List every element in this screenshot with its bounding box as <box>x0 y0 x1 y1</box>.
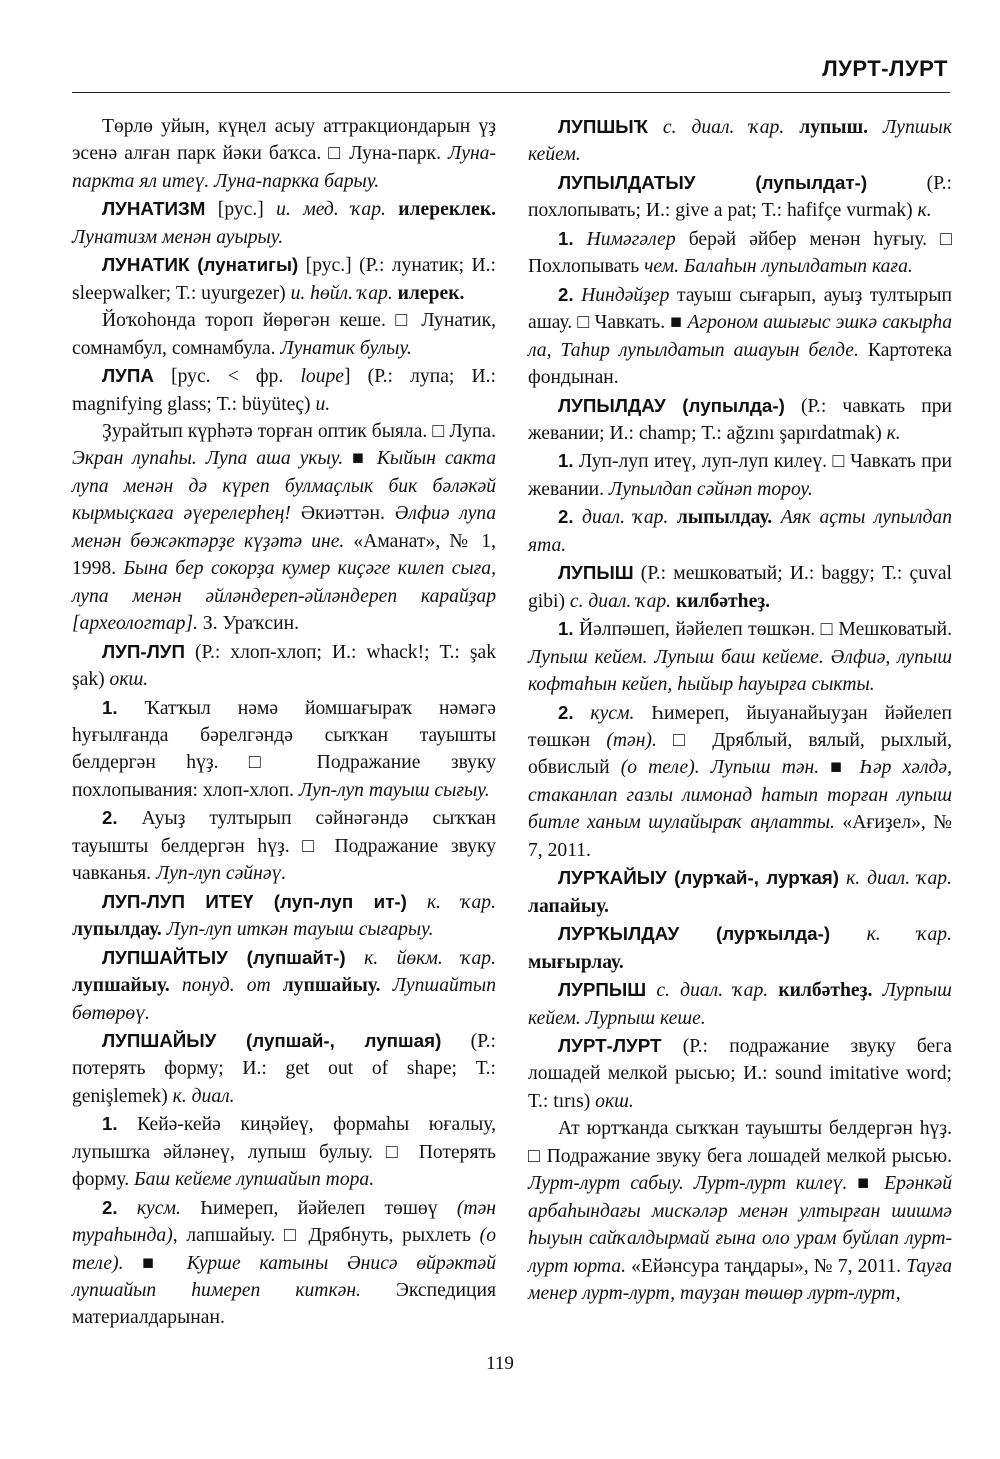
bold-run: лупшайыу. <box>72 975 170 997</box>
italic-run: к. диал. <box>172 1085 235 1107</box>
italic-run: Экран лупаһы. Лупа аша укыу. <box>72 448 353 470</box>
italic-run: Аяк аҫты лупылдап ята. <box>528 507 953 556</box>
italic-run: Лупылдап сәйнәп тороу. <box>608 478 813 500</box>
sense-number: 2. <box>102 1196 118 1218</box>
sense-number: 2. <box>558 283 574 305</box>
headword: ЛУПШАЙЫУ (лупшай-, лупшая) <box>102 1029 442 1051</box>
bold-run: илереклек. <box>385 199 497 221</box>
dictionary-paragraph <box>72 418 496 638</box>
dictionary-paragraph <box>72 694 496 805</box>
italic-run: кусм. <box>117 1197 181 1219</box>
sense-number: 2. <box>102 807 118 829</box>
headword: ЛУПЫШ <box>558 562 634 584</box>
italic-run: Әлфиә лупа менән бөжәктәрҙе күҙәтә ине. <box>72 503 496 552</box>
text-run: [рус.] <box>205 199 277 221</box>
text-run: , лапшайыу. □ Дрябнуть, рыхлеть <box>172 1225 480 1247</box>
text-run: (Р.: подражание звуку бега лошадей мелкой рысью; И.: sound imitative word; Т.: tırıs) <box>528 1035 952 1112</box>
headword: ЛУПА <box>102 365 154 387</box>
text-run: тауыш сығарып, ауыҙ тултырып ашау. □ Чавкать. <box>528 284 953 334</box>
italic-run: Ерәнкәй арбаһындағы мискәләр менән ултырған шишмә һыуын сайҡалдырмай ғына оло урам буйлап лурт-лурт юрта. <box>528 1173 952 1277</box>
italic-run: Луна-паркта ял итеү. Луна-паркка барыу. <box>72 143 496 192</box>
text-run: Һимереп, йәйелеп төшөү <box>180 1197 457 1219</box>
bold-run: мығырлау. <box>528 951 624 973</box>
sense-number: 1. <box>102 696 118 718</box>
dictionary-paragraph <box>528 699 952 865</box>
dictionary-paragraph <box>72 1194 496 1332</box>
bold-run: лупылдау. <box>72 919 162 941</box>
italic-run: к. ҡар. <box>406 891 497 913</box>
dictionary-paragraph <box>528 503 952 559</box>
bold-run: лыпылдау. <box>668 507 773 529</box>
italic-run: Лупшайтып бөтөрөү. <box>72 975 497 1024</box>
italic-run: Нимәгәлер <box>573 228 676 250</box>
text-run: (Р.: потерять форму; И.: get out of shape; Т.: genişlemek) <box>72 1030 496 1107</box>
headword: ЛУРҠЫЛДАУ (лурҡылда-) <box>558 923 831 945</box>
italic-run: кусм. <box>573 702 635 724</box>
dictionary-paragraph <box>72 195 496 251</box>
italic-run: Курше катыны Әнисә өйрәктәй лупшайып һимереп киткән. <box>72 1252 496 1302</box>
italic-run: Лупыш кейем. Лупыш баш кейеме. Әлфиә, лупыш кофтаһын кейеп, һыйыр һауырға сыкты. <box>528 646 952 696</box>
headword: ЛУП-ЛУП ИТЕҮ (луп-луп ит-) <box>102 890 407 912</box>
text-run: (Р.: чавкать при жевании; И.: champ; Т.: ağzını şapırdatmak) <box>528 395 952 444</box>
text-run: ] (Р.: лупа; И.: magnifying glass; Т.: büyüteç) <box>72 366 496 415</box>
italic-run: Лупшык кейем. <box>528 117 952 166</box>
text-run: Йоҡоһонда тороп йөрөгән кеше. □ Лунатик, сомнамбул, сомнамбула. <box>72 310 496 359</box>
italic-run: окш. <box>109 669 149 691</box>
text-run: [рус.] (Р.: лунатик; И.: sleepwalker; Т.: uyurgezer) <box>72 255 496 304</box>
text-run: «Ейәнсура таңдары», № 7, 2011. <box>625 1255 907 1277</box>
bold-run: илерек. <box>392 282 465 304</box>
text-run: (Р.: мешковатый; И.: baggy; Т.: çuval gibi) <box>528 563 952 612</box>
italic-run: Луп-луп тауыш сығыу. <box>298 779 490 801</box>
italic-run: к. диал. ҡар. <box>839 868 952 890</box>
text-run: Төрлө уйын, күңел асыу аттракциондарын үҙ эсенә алған парк йәки баҡса. □ Луна-парк. <box>72 116 496 165</box>
text-run: «Аманат», № 1, 1998. <box>72 530 496 580</box>
dictionary-paragraph <box>528 1032 952 1115</box>
italic-run: Луп-луп иткән тауыш сығарыу. <box>161 919 434 941</box>
right-column <box>528 113 952 1307</box>
italic-run: к. <box>886 422 901 444</box>
dictionary-paragraph <box>72 944 496 1027</box>
italic-run: и. һөйл. ҡар. <box>290 282 393 304</box>
dictionary-paragraph <box>528 1115 952 1307</box>
italic-run: (о теле). <box>72 1225 496 1274</box>
headword: ЛУПЫЛДАУ (лупылда-) <box>558 394 785 416</box>
headword: ЛУПШЫҠ <box>558 116 648 137</box>
dictionary-paragraph <box>528 447 952 503</box>
text-run: Ҡатҡыл нәмә йомшағыраҡ нәмәгә һуғылғанда бәрелгәндә сыҡҡан тауышты белдергән һүҙ. □ Подражание звуку похлопывания: хлоп-хлоп. <box>72 697 496 801</box>
dictionary-paragraph <box>72 251 496 307</box>
headword: ЛУРҠАЙЫУ (лурҡай-, лурҡая) <box>558 867 840 889</box>
text-run: Экспедиция материалдарынан. <box>72 1280 496 1329</box>
sense-number: 2. <box>558 506 574 528</box>
dictionary-paragraph <box>528 920 952 976</box>
italic-run: loupe <box>300 366 344 388</box>
italic-run: понуд. от <box>169 975 283 997</box>
dictionary-paragraph <box>528 976 952 1032</box>
text-run: □ Дряблый, вялый, рыхлый, обвислый <box>528 729 952 779</box>
italic-run: Агроном ашығыс эшкә сакырһа ла, Таһир лупылдатып ашауын белде. <box>528 312 953 361</box>
italic-run: с. диал. ҡар. <box>646 980 769 1002</box>
italic-run: к. йөкм. ҡар. <box>345 947 496 969</box>
dictionary-paragraph <box>72 307 496 362</box>
bold-run: лупыш. <box>784 117 869 138</box>
text-run: Луп-луп итеү, луп-луп килеү. □ Чавкать при жевании. <box>528 451 952 500</box>
sense-number: 1. <box>558 450 574 472</box>
dictionary-paragraph <box>72 804 496 887</box>
dictionary-paragraph <box>72 1027 496 1110</box>
italic-run: Лунатизм менән ауырыу. <box>72 226 284 248</box>
page-number: 119 <box>486 1353 514 1374</box>
dictionary-paragraph <box>72 1110 496 1193</box>
dictionary-paragraph <box>72 113 496 195</box>
headword: ЛУП-ЛУП <box>102 640 185 662</box>
text-run: берәй әйбер менән һуғыу. □ Похлопывать <box>528 228 952 278</box>
text-run: Ҙурайтып күрһәтә торған оптик быяла. □ Лупа. <box>102 420 496 442</box>
italic-run: Лурпыш кейем. Лурпыш кеше. <box>528 980 952 1029</box>
headword: ЛУНАТИК (лунатигы) <box>102 254 299 276</box>
italic-run: Һәр хәлдә, стаканлап газлы лимонад һатып торған лупыш битле ханым шулайыраҡ аңлатты. <box>528 757 952 834</box>
italic-run: (о теле). Лупыш тән. <box>620 757 820 779</box>
text-run: Ауыҙ тултырып сәйнәгәндә сыҡҡан тауышты белдергән һүҙ. □ Подражание звуку чавканья. <box>72 808 496 885</box>
dictionary-paragraph <box>528 113 952 169</box>
text-run: Ат юртҡанда сыҡҡан тауышты белдергән һүҙ. □ Подражание звуку бега лошадей мелкой рысью. <box>528 1118 952 1167</box>
italic-run: Лунатик булыу. <box>280 337 412 359</box>
italic-run: с. диал. ҡар. <box>569 590 672 612</box>
text-run: (Р.: хлоп-хлоп; И.: whack!; Т.: şak şak) <box>72 641 496 691</box>
dictionary-paragraph <box>72 638 496 694</box>
italic-run: диал. ҡар. <box>573 507 669 529</box>
text-run: [рус. < фр. <box>153 366 301 388</box>
headword: ЛУНАТИЗМ <box>102 198 206 220</box>
dictionary-paragraph <box>528 864 952 920</box>
text-run: З. Ураҡсин. <box>198 613 299 635</box>
sense-number: 1. <box>558 227 574 249</box>
italic-run: к. <box>917 200 932 222</box>
dictionary-paragraph <box>528 281 952 392</box>
italic-run: (тән). <box>606 729 657 751</box>
italic-run: Тауға менер лурт-лурт, тауҙан төшөр лурт-лурт, <box>528 1255 953 1305</box>
text-run: Һимереп, йыуанайыуҙан йәйелеп төшкән <box>528 702 952 751</box>
italic-run: и. мед. ҡар. <box>276 199 386 221</box>
italic-run: Луп-луп сәйнәү. <box>155 863 287 885</box>
bold-run: ■ <box>352 448 377 470</box>
italic-run: чем. Балаһын лупылдатып каға. <box>644 256 913 278</box>
headword: ЛУПЫЛДАТЫУ (лупылдат-) <box>558 171 868 193</box>
italic-run: к. ҡар. <box>830 924 952 946</box>
text-run: Әкиәттән. <box>290 503 395 525</box>
italic-run: окш. <box>595 1090 634 1112</box>
italic-run: Ниндәйҙер <box>573 284 670 306</box>
sense-number: 1. <box>102 1113 118 1135</box>
headword: ЛУПШАЙТЫУ (лупшайт-) <box>102 946 346 968</box>
italic-run: Баш кейеме лупшайып тора. <box>134 1169 375 1191</box>
italic-run: Лурт-лурт сабыу. Лурт-лурт килеү. <box>528 1173 848 1195</box>
italic-run: Бына бер сокорҙа кумер киҫәге килеп сыға, лупа менән әйләндереп-әйләндереп карайҙар [археологтар]. <box>72 558 496 635</box>
italic-run: (тән тураһында) <box>72 1197 496 1247</box>
dictionary-paragraph <box>528 392 952 448</box>
dictionary-paragraph <box>528 559 952 615</box>
text-run: Картотека фондынан. <box>528 339 952 389</box>
dictionary-paragraph <box>72 888 496 944</box>
left-column <box>72 113 496 1332</box>
text-run: (Р.: похлопывать; И.: give a pat; Т.: hafifçe vurmak) <box>528 172 952 222</box>
dictionary-paragraph <box>528 615 952 698</box>
dictionary-paragraph <box>528 225 952 281</box>
headword: ЛУРТ-ЛУРТ <box>558 1034 662 1056</box>
italic-run: и. <box>315 393 331 415</box>
sense-number: 2. <box>558 701 574 723</box>
sense-number: 1. <box>558 618 574 640</box>
dictionary-paragraph <box>72 362 496 418</box>
headword: ЛУРПЫШ <box>558 979 647 1001</box>
running-head: ЛУРТ-ЛУРТ <box>822 56 948 81</box>
bold-run: килбәтһеҙ. <box>671 590 771 612</box>
bold-run: ■ <box>670 312 688 334</box>
italic-run: Кыйын сакта лупа менән дә күреп булмаҫлык бик бәләкәй кырмыҫкаға әүерелерһең! <box>72 448 497 525</box>
text-run: Йәлпәшеп, йәйелеп төшкән. □ Мешковатый. <box>573 619 952 641</box>
bold-run: килбәтһеҙ. <box>768 980 873 1002</box>
bold-run: ■ <box>847 1173 885 1195</box>
bold-run: лапайыу. <box>528 895 609 917</box>
text-run: Кейә-кейә киңәйеү, формаһы юғалыу, лупышҡа әйләнеү, лупыш булыу. □ Потерять форму. <box>72 1114 496 1191</box>
bold-run: ■ <box>819 757 860 779</box>
dictionary-paragraph <box>528 169 952 225</box>
bold-run: лупшайыу. <box>282 975 381 997</box>
bold-run: ■ <box>123 1252 187 1274</box>
header-rule <box>72 92 950 93</box>
italic-run: с. диал. ҡар. <box>647 117 785 138</box>
text-run: «Ағиҙел», № 7, 2011. <box>528 812 953 861</box>
